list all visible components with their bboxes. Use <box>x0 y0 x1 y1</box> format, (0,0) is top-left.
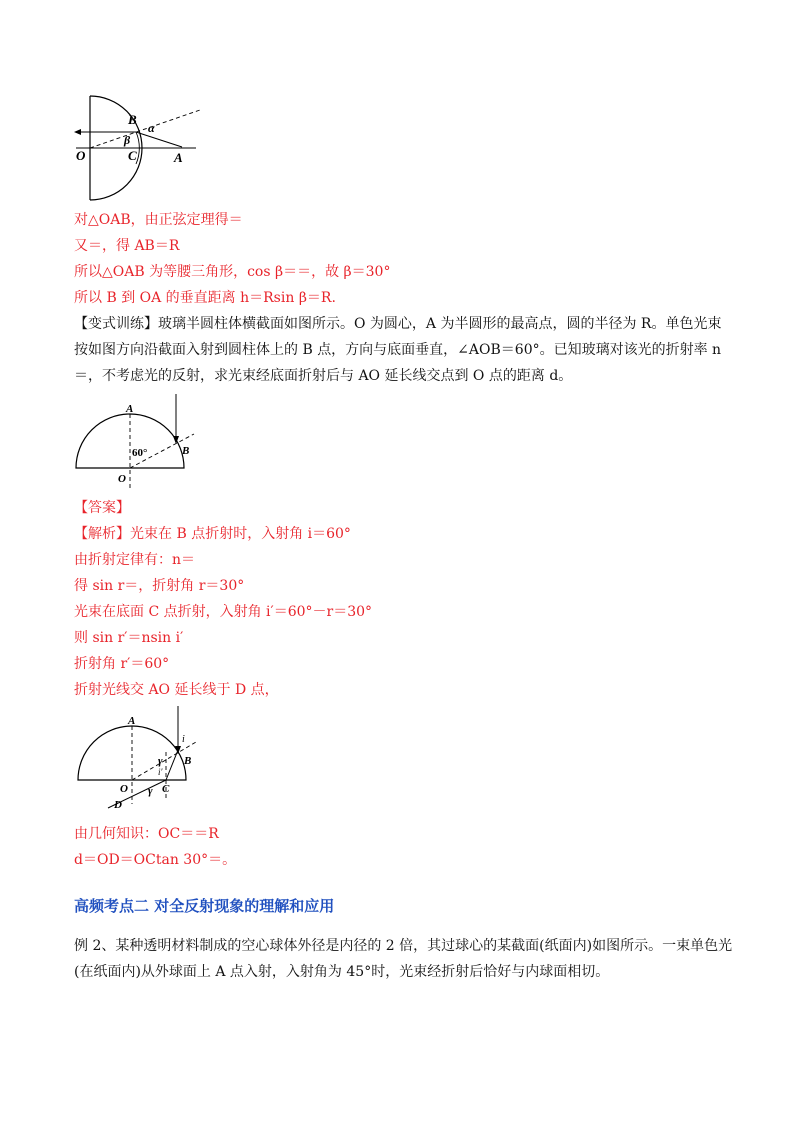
fig1-normal-dashed <box>90 110 200 148</box>
answer-line-4: 光束在底面 C 点折射，入射角 i′＝60°－r＝30° <box>74 604 373 620</box>
fig3-label-D: D <box>114 799 122 811</box>
solution1-line-2: 又＝，得 AB＝R <box>74 238 180 254</box>
fig2-label-A: A <box>126 403 134 415</box>
fig2-label-angle: 60° <box>132 447 148 459</box>
fig1-label-B: B <box>128 112 137 127</box>
fig3-label-gamma2: γ <box>148 785 153 797</box>
answer-line-3: 得 sin r＝，折射角 r＝30° <box>74 578 245 594</box>
example-line-2: (在纸面内)从外球面上 A 点入射，入射角为 45°时，光束经折射后恰好与内球面相切。 <box>74 964 610 980</box>
fig1-arrow-head <box>74 129 81 135</box>
fig3-refracted-ray <box>166 750 178 780</box>
variant-line-2: 按如图方向沿截面入射到圆柱体上的 B 点，方向与底面垂直，∠AOB＝60°。已知玻璃对该光的折射率 n <box>74 342 722 358</box>
example-line-1: 例 2、某种透明材料制成的空心球体外径是内径的 2 倍，其过球心的某截面(纸面内)如图所示。一束单色光 <box>74 938 733 954</box>
fig1-label-beta: β <box>124 133 131 147</box>
answer-line-7: 折射光线交 AO 延长线于 D 点， <box>74 682 279 698</box>
fig2-label-B: B <box>182 445 190 457</box>
fig1-label-A: A <box>174 150 183 165</box>
variant-line-1: 【变式训练】玻璃半圆柱体横截面如图所示。O 为圆心，A 为半圆形的最高点，圆的半径为 R。单色光束 <box>74 316 722 332</box>
figure-2-diagram <box>70 392 210 490</box>
fig3-label-A: A <box>128 715 136 727</box>
solution1-line-1: 对△OAB，由正弦定理得＝ <box>74 212 243 228</box>
answer-line-2: 由折射定律有：n＝ <box>74 552 196 568</box>
variant-line-3: ＝，不考虑光的反射，求光束经底面折射后与 AO 延长线交点到 O 点的距离 d。 <box>74 368 573 384</box>
answer-after-line-2: d＝OD＝OCtan 30°＝。 <box>74 852 237 868</box>
answer-line-5: 则 sin r′＝nsin i′ <box>74 630 184 646</box>
answer-after-line-1: 由几何知识：OC＝＝R <box>74 826 219 842</box>
fig1-label-alpha: α <box>148 121 155 135</box>
fig3-label-i: i <box>182 734 185 745</box>
fig3-label-ip: i′ <box>158 767 163 777</box>
fig3-label-O: O <box>120 783 128 795</box>
section-heading: 高频考点二 对全反射现象的理解和应用 <box>74 897 335 915</box>
fig3-label-C: C <box>162 783 170 795</box>
figure-3-diagram <box>72 704 212 814</box>
solution1-line-3: 所以△OAB 为等腰三角形，cos β＝＝，故 β＝30° <box>74 264 391 280</box>
fig3-label-gamma1: γ <box>158 755 163 767</box>
fig1-label-O: O <box>76 148 86 163</box>
solution1-line-4: 所以 B 到 OA 的垂直距离 h＝Rsin β＝R. <box>74 290 336 306</box>
fig3-label-B: B <box>184 755 192 767</box>
answer-label: 【答案】 <box>74 500 130 516</box>
fig2-label-O: O <box>118 473 126 485</box>
fig1-label-C: C <box>128 148 137 163</box>
answer-line-6: 折射角 r′＝60° <box>74 656 170 672</box>
answer-line-1: 【解析】光束在 B 点折射时，入射角 i＝60° <box>74 526 351 542</box>
fig1-ray-in <box>136 132 182 147</box>
figure-1-diagram <box>70 92 210 202</box>
